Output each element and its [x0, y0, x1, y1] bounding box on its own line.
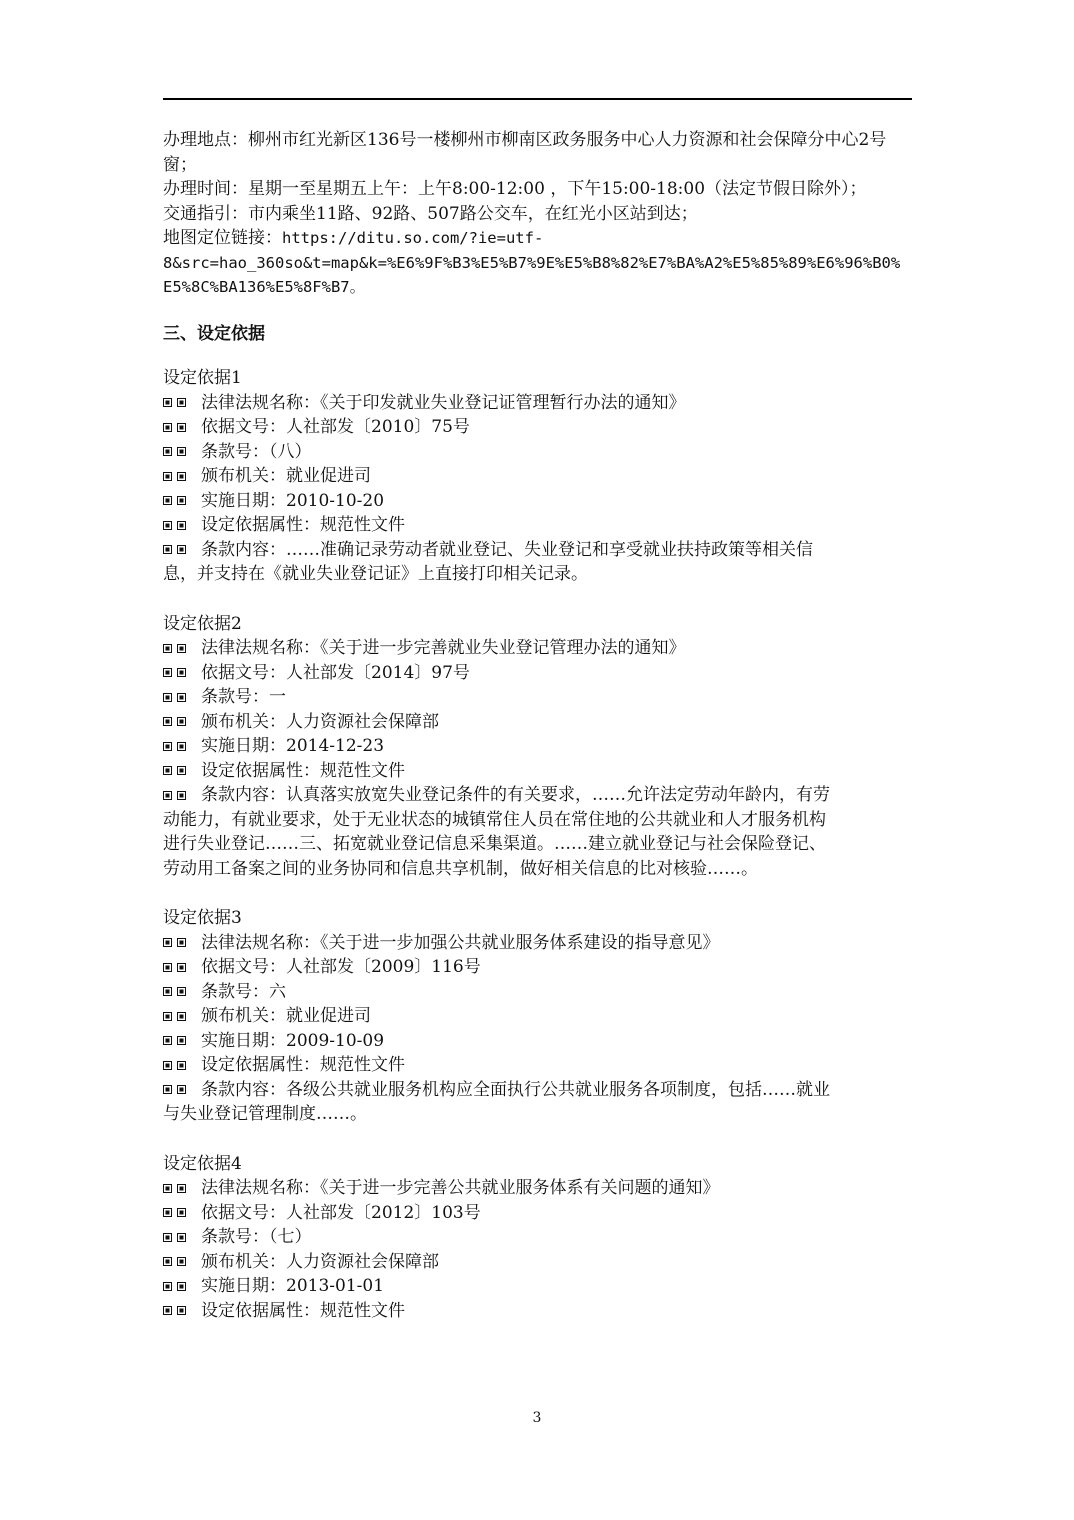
basis-content-continued: 与失业登记管理制度……。: [163, 1104, 367, 1124]
bullet-icon: [163, 1176, 191, 1201]
bullet-icon: [163, 538, 191, 563]
bullet-icon: [163, 1299, 191, 1324]
basis-item-clause-no: 条款号：六: [163, 980, 912, 1005]
basis-item-date: 实施日期：2010-10-20: [163, 489, 912, 514]
bullet-icon: [163, 636, 191, 661]
basis-content-continued: 动能力，有就业要求，处于无业状态的城镇常住人员在常住地的公共就业和人才服务机构: [163, 809, 826, 830]
basis-content-continued: 进行失业登记……三、拓宽就业登记信息采集渠道。……建立就业登记与社会保险登记、: [163, 834, 826, 854]
map-url-part-3[interactable]: E5%8C%BA136%E5%8F%B7。: [163, 278, 366, 296]
section-heading: 三、设定依据: [163, 323, 265, 344]
basis-item-issuer: 颁布机关：就业促进司: [163, 1004, 912, 1029]
basis-content-continued: 劳动用工备案之间的业务协同和信息共享机制，做好相关信息的比对核验……。: [163, 858, 758, 879]
basis-item-issuer: 颁布机关：人力资源社会保障部: [163, 710, 912, 735]
basis-item-clause-no: 条款号：一: [163, 685, 912, 710]
transport-value: 市内乘坐11路、92路、507路公交车，在红光小区站到达；: [248, 203, 698, 224]
basis-item-law-name: 法律法规名称：《关于进一步完善就业失业登记管理办法的通知》: [163, 636, 912, 661]
bullet-icon: [163, 955, 191, 980]
bullet-icon: [163, 1078, 191, 1103]
basis-item-content: 条款内容：……准确记录劳动者就业登记、失业登记和享受就业扶持政策等相关信: [163, 538, 912, 563]
bullet-icon: [163, 783, 191, 808]
basis-item-doc-no: 依据文号：人社部发〔2014〕97号: [163, 661, 912, 686]
basis-title: 设定依据2: [163, 613, 242, 634]
basis-item-clause-no: 条款号：（八）: [163, 440, 912, 465]
bullet-icon: [163, 464, 191, 489]
bullet-icon: [163, 734, 191, 759]
bullet-icon: [163, 710, 191, 735]
basis-item-law-name: 法律法规名称：《关于进一步加强公共就业服务体系建设的指导意见》: [163, 931, 912, 956]
basis-item-content: 条款内容：认真落实放宽失业登记条件的有关要求，……允许法定劳动年龄内，有劳: [163, 783, 912, 808]
basis-item-attribute: 设定依据属性：规范性文件: [163, 1299, 912, 1324]
basis-content-continued: 息，并支持在《就业失业登记证》上直接打印相关记录。: [163, 564, 588, 584]
basis-item-doc-no: 依据文号：人社部发〔2009〕116号: [163, 955, 912, 980]
bullet-icon: [163, 440, 191, 465]
map-line: [163, 226, 912, 251]
basis-item-date: 实施日期：2013-01-01: [163, 1274, 912, 1299]
basis-item-attribute: 设定依据属性：规范性文件: [163, 513, 912, 538]
basis-item-law-name: 法律法规名称：《关于印发就业失业登记证管理暂行办法的通知》: [163, 391, 912, 416]
basis-block-1: [163, 366, 912, 587]
bullet-icon: [163, 1274, 191, 1299]
basis-item-doc-no: 依据文号：人社部发〔2010〕75号: [163, 415, 912, 440]
bullet-icon: [163, 1250, 191, 1275]
basis-block-4: [163, 1152, 912, 1324]
transport-label: 交通指引：: [163, 203, 248, 224]
transport-line: [163, 202, 912, 227]
basis-block-3: [163, 906, 912, 1127]
bullet-icon: [163, 931, 191, 956]
basis-title: 设定依据3: [163, 908, 242, 928]
bullet-icon: [163, 1201, 191, 1226]
bullet-icon: [163, 391, 191, 416]
basis-item-issuer: 颁布机关：人力资源社会保障部: [163, 1250, 912, 1275]
basis-item-doc-no: 依据文号：人社部发〔2012〕103号: [163, 1201, 912, 1226]
page-number: 3: [532, 1410, 542, 1426]
basis-item-law-name: 法律法规名称：《关于进一步完善公共就业服务体系有关问题的通知》: [163, 1176, 912, 1201]
bullet-icon: [163, 685, 191, 710]
basis-block-2: [163, 612, 912, 882]
bullet-icon: [163, 489, 191, 514]
time-label: 办理时间：: [163, 179, 248, 199]
basis-title: 设定依据1: [163, 368, 242, 388]
location-value: 柳州市红光新区136号一楼柳州市柳南区政务服务中心人力资源和社会保障分中心2号窗；: [163, 130, 887, 175]
bullet-icon: [163, 513, 191, 538]
basis-item-clause-no: 条款号：（七）: [163, 1225, 912, 1250]
basis-item-content: 条款内容：各级公共就业服务机构应全面执行公共就业服务各项制度，包括……就业: [163, 1078, 912, 1103]
bullet-icon: [163, 980, 191, 1005]
basis-item-date: 实施日期：2009-10-09: [163, 1029, 912, 1054]
map-url-part-2[interactable]: 8&src=hao_360so&t=map&k=%E6%9F%B3%E5%B7%9E%E5%B8%82%E7%BA%A2%E5%85%89%E6%96%B0%: [163, 253, 901, 272]
bullet-icon: [163, 661, 191, 686]
basis-item-issuer: 颁布机关：就业促进司: [163, 464, 912, 489]
bullet-icon: [163, 1225, 191, 1250]
basis-title: 设定依据4: [163, 1153, 242, 1174]
location-label: 办理地点：: [163, 130, 248, 150]
map-url-part-1[interactable]: https://ditu.so.com/?ie=utf-: [282, 229, 544, 247]
bullet-icon: [163, 1004, 191, 1029]
page-content: [163, 128, 912, 1348]
bullet-icon: [163, 415, 191, 440]
time-line: [163, 177, 912, 202]
basis-item-attribute: 设定依据属性：规范性文件: [163, 759, 912, 784]
map-label: 地图定位链接：: [163, 228, 282, 248]
time-value: 星期一至星期五上午：上午8:00-12:00 ，下午15:00-18:00（法定节假日除外）；: [248, 179, 867, 199]
header-rule: [163, 98, 912, 100]
bullet-icon: [163, 1029, 191, 1054]
bullet-icon: [163, 759, 191, 784]
basis-item-attribute: 设定依据属性：规范性文件: [163, 1053, 912, 1078]
basis-item-date: 实施日期：2014-12-23: [163, 734, 912, 759]
location-line: [163, 128, 912, 177]
bullet-icon: [163, 1053, 191, 1078]
